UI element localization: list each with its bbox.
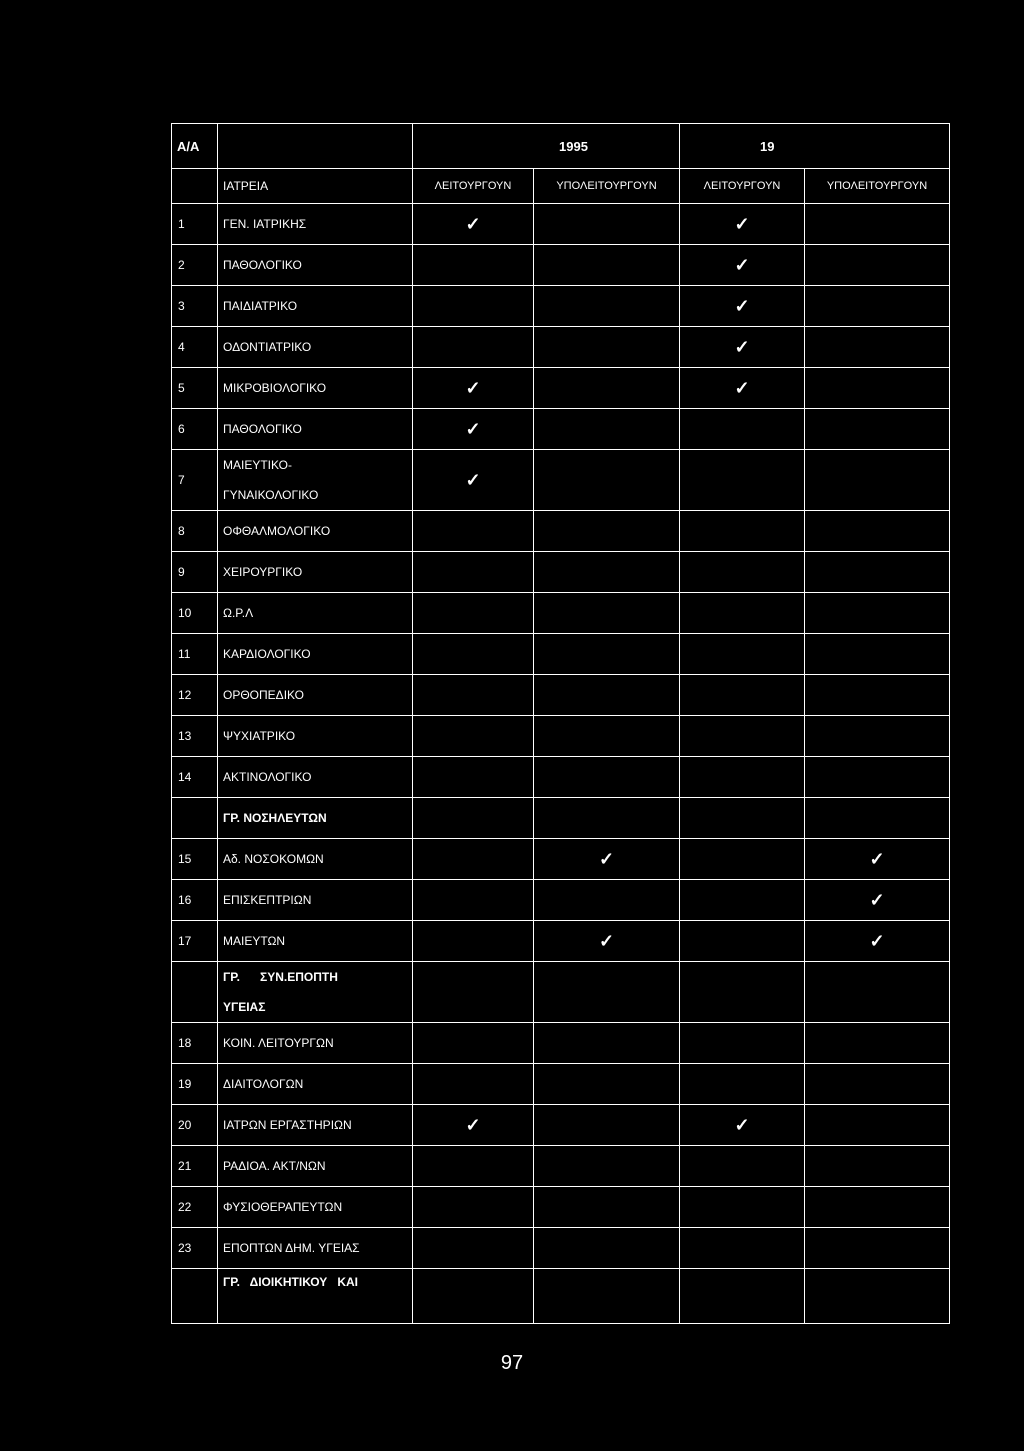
check-cell [413, 1228, 534, 1269]
check-cell [805, 245, 950, 286]
check-cell [534, 716, 680, 757]
check-cell [805, 450, 950, 511]
check-cell [805, 839, 950, 880]
check-mark-icon: ✓ [465, 377, 481, 398]
blank-header [218, 124, 413, 169]
check-cell [680, 921, 805, 962]
check-cell [534, 921, 680, 962]
row-number: 14 [172, 757, 218, 798]
check-mark-icon: ✓ [734, 254, 750, 275]
check-cell [805, 286, 950, 327]
check-cell [534, 634, 680, 675]
check-cell [534, 245, 680, 286]
row-label: ΟΡΘΟΠΕΔΙΚΟ [218, 675, 413, 716]
check-cell [534, 675, 680, 716]
check-mark-icon: ✓ [465, 418, 481, 439]
col-functioning-1995: ΛΕΙΤΟΥΡΓΟΥΝ [413, 169, 534, 204]
row-label: ΙΑΤΡΩΝ ΕΡΓΑΣΤΗΡΙΩΝ [218, 1105, 413, 1146]
check-cell [805, 511, 950, 552]
check-cell [534, 450, 680, 511]
check-mark-icon: ✓ [465, 213, 481, 234]
check-cell [805, 798, 950, 839]
section-title: ΓΡ. ΝΟΣΗΛΕΥΤΩΝ [218, 798, 413, 839]
row-number: 13 [172, 716, 218, 757]
table-row [172, 716, 950, 757]
row-label: ΠΑΘΟΛΟΓΙΚΟ [218, 409, 413, 450]
check-mark-icon: ✓ [869, 889, 885, 910]
table-row [172, 1064, 950, 1105]
check-cell [805, 1146, 950, 1187]
row-number: 20 [172, 1105, 218, 1146]
check-cell [680, 757, 805, 798]
check-mark-icon: ✓ [734, 295, 750, 316]
row-number: 23 [172, 1228, 218, 1269]
check-cell [413, 921, 534, 962]
row-label [218, 450, 413, 511]
check-cell [680, 1228, 805, 1269]
check-cell [413, 1064, 534, 1105]
check-cell [534, 839, 680, 880]
check-cell [413, 757, 534, 798]
check-cell [413, 716, 534, 757]
table-row [172, 552, 950, 593]
row-number: 7 [172, 450, 218, 511]
check-cell [805, 1187, 950, 1228]
check-cell [534, 1146, 680, 1187]
check-cell [413, 962, 534, 1023]
row-label: ΧΕΙΡΟΥΡΓΙΚΟ [218, 552, 413, 593]
check-cell [805, 552, 950, 593]
check-cell [413, 1146, 534, 1187]
check-cell [534, 1105, 680, 1146]
check-cell [534, 798, 680, 839]
row-number: 19 [172, 1064, 218, 1105]
row-number: 9 [172, 552, 218, 593]
row-number [172, 1269, 218, 1324]
section-row [172, 1269, 950, 1324]
check-cell [805, 757, 950, 798]
check-mark-icon: ✓ [465, 1114, 481, 1135]
aa-subheader [172, 169, 218, 204]
row-label: ΜΑΙΕΥΤΩΝ [218, 921, 413, 962]
check-cell [534, 368, 680, 409]
check-cell [680, 368, 805, 409]
check-cell [680, 962, 805, 1023]
section-row [172, 798, 950, 839]
table-row [172, 1228, 950, 1269]
aa-header: Α/Α [172, 124, 218, 169]
table-row [172, 880, 950, 921]
table-row [172, 593, 950, 634]
year-19-header: 19 [680, 124, 950, 169]
check-cell [805, 409, 950, 450]
check-cell [413, 675, 534, 716]
row-number: 2 [172, 245, 218, 286]
table-row [172, 409, 950, 450]
section-title: ΓΡ. ΔΙΟΙΚΗΤΙΚΟΥ ΚΑΙ [218, 1269, 413, 1324]
check-cell [680, 798, 805, 839]
year-1995-header: 1995 [413, 124, 680, 169]
check-cell [680, 1105, 805, 1146]
check-mark-icon: ✓ [869, 930, 885, 951]
row-number: 16 [172, 880, 218, 921]
check-cell [534, 1228, 680, 1269]
check-cell [413, 880, 534, 921]
col-underfunctioning-1995: ΥΠΟΛΕΙΤΟΥΡΓΟΥΝ [534, 169, 680, 204]
table-row [172, 1105, 950, 1146]
row-label-line-1: ΜΑΙΕΥΤΙΚΟ- [223, 458, 292, 472]
row-number: 12 [172, 675, 218, 716]
row-number: 6 [172, 409, 218, 450]
category-header: ΙΑΤΡΕΙΑ [218, 169, 413, 204]
check-cell [680, 1187, 805, 1228]
check-cell [805, 1228, 950, 1269]
row-number [172, 798, 218, 839]
row-number: 11 [172, 634, 218, 675]
table-row [172, 1146, 950, 1187]
row-number: 8 [172, 511, 218, 552]
check-cell [534, 552, 680, 593]
check-cell [680, 552, 805, 593]
row-label: ΟΦΘΑΛΜΟΛΟΓΙΚΟ [218, 511, 413, 552]
row-label: ΜΙΚΡΟΒΙΟΛΟΓΙΚΟ [218, 368, 413, 409]
row-label: ΡΑΔΙΟΑ. ΑΚΤ/ΝΩΝ [218, 1146, 413, 1187]
row-label: ΑΚΤΙΝΟΛΟΓΙΚΟ [218, 757, 413, 798]
check-cell [680, 1064, 805, 1105]
check-cell [534, 409, 680, 450]
check-cell [680, 286, 805, 327]
check-cell [805, 1105, 950, 1146]
check-cell [413, 593, 534, 634]
check-cell [805, 327, 950, 368]
check-cell [805, 204, 950, 245]
row-number [172, 962, 218, 1023]
header-row-columns [172, 169, 950, 204]
check-cell [805, 921, 950, 962]
row-number: 15 [172, 839, 218, 880]
check-cell [534, 204, 680, 245]
check-cell [534, 962, 680, 1023]
check-cell [680, 1269, 805, 1324]
row-label: ΚΑΡΔΙΟΛΟΓΙΚΟ [218, 634, 413, 675]
row-label: Αδ. ΝΟΣΟΚΟΜΩΝ [218, 839, 413, 880]
table-row [172, 757, 950, 798]
check-mark-icon: ✓ [734, 336, 750, 357]
row-number: 4 [172, 327, 218, 368]
check-cell [534, 286, 680, 327]
table-row [172, 204, 950, 245]
row-label: ΕΠΟΠΤΩΝ ΔΗΜ. ΥΓΕΙΑΣ [218, 1228, 413, 1269]
check-cell [680, 409, 805, 450]
row-label: ΦΥΣΙΟΘΕΡΑΠΕΥΤΩΝ [218, 1187, 413, 1228]
check-cell [534, 1269, 680, 1324]
table-row [172, 245, 950, 286]
table-row [172, 839, 950, 880]
check-cell [805, 675, 950, 716]
check-cell [413, 1023, 534, 1064]
check-cell [805, 716, 950, 757]
row-label: ΔΙΑΙΤΟΛΟΓΩΝ [218, 1064, 413, 1105]
check-cell [413, 368, 534, 409]
check-cell [534, 880, 680, 921]
check-mark-icon: ✓ [869, 848, 885, 869]
table-row [172, 634, 950, 675]
check-cell [680, 245, 805, 286]
check-cell [680, 1146, 805, 1187]
check-cell [413, 552, 534, 593]
row-number: 1 [172, 204, 218, 245]
check-cell [534, 1187, 680, 1228]
row-label: ΕΠΙΣΚΕΠΤΡΙΩΝ [218, 880, 413, 921]
check-cell [680, 450, 805, 511]
check-cell [413, 1269, 534, 1324]
row-number: 21 [172, 1146, 218, 1187]
check-mark-icon: ✓ [734, 377, 750, 398]
check-cell [805, 1269, 950, 1324]
clinics-table [171, 123, 950, 1324]
check-cell [413, 245, 534, 286]
check-cell [805, 962, 950, 1023]
check-cell [534, 1064, 680, 1105]
check-cell [805, 1023, 950, 1064]
section-title [218, 962, 413, 1023]
check-cell [413, 839, 534, 880]
section-title-line-2: ΥΓΕΙΑΣ [223, 1000, 266, 1014]
check-cell [534, 1023, 680, 1064]
check-cell [680, 839, 805, 880]
check-cell [413, 1105, 534, 1146]
row-number: 10 [172, 593, 218, 634]
check-cell [680, 880, 805, 921]
check-cell [805, 593, 950, 634]
row-number: 22 [172, 1187, 218, 1228]
row-label: ΟΔΟΝΤΙΑΤΡΙΚΟ [218, 327, 413, 368]
table-row [172, 1023, 950, 1064]
header-row-years [172, 124, 950, 169]
check-cell [680, 511, 805, 552]
table-row [172, 511, 950, 552]
check-mark-icon: ✓ [734, 1114, 750, 1135]
row-label: ΠΑΘΟΛΟΓΙΚΟ [218, 245, 413, 286]
check-cell [680, 204, 805, 245]
check-cell [534, 511, 680, 552]
check-cell [413, 798, 534, 839]
table-row [172, 1187, 950, 1228]
row-label: Ω.Ρ.Λ [218, 593, 413, 634]
row-label: ΠΑΙΔΙΑΤΡΙΚΟ [218, 286, 413, 327]
check-cell [680, 327, 805, 368]
table-sheet [171, 123, 949, 1318]
check-cell [413, 450, 534, 511]
table-row [172, 921, 950, 962]
check-cell [805, 1064, 950, 1105]
check-cell [680, 1023, 805, 1064]
check-cell [413, 409, 534, 450]
table-row [172, 327, 950, 368]
check-cell [534, 593, 680, 634]
check-cell [680, 593, 805, 634]
check-cell [534, 327, 680, 368]
check-cell [805, 634, 950, 675]
row-label: ΓΕΝ. ΙΑΤΡΙΚΗΣ [218, 204, 413, 245]
check-cell [413, 1187, 534, 1228]
col-functioning-19: ΛΕΙΤΟΥΡΓΟΥΝ [680, 169, 805, 204]
row-number: 17 [172, 921, 218, 962]
check-mark-icon: ✓ [734, 213, 750, 234]
check-mark-icon: ✓ [465, 469, 481, 490]
table-row [172, 675, 950, 716]
check-cell [534, 757, 680, 798]
col-underfunctioning-19: ΥΠΟΛΕΙΤΟΥΡΓΟΥΝ [805, 169, 950, 204]
row-label: ΚΟΙΝ. ΛΕΙΤΟΥΡΓΩΝ [218, 1023, 413, 1064]
table-row [172, 450, 950, 511]
table-row [172, 368, 950, 409]
row-number: 18 [172, 1023, 218, 1064]
page-number: 97 [500, 1352, 524, 1374]
check-cell [413, 511, 534, 552]
check-cell [680, 634, 805, 675]
check-mark-icon: ✓ [598, 848, 615, 869]
check-cell [413, 327, 534, 368]
check-cell [680, 716, 805, 757]
check-cell [805, 368, 950, 409]
row-label-line-2: ΓΥΝΑΙΚΟΛΟΓΙΚΟ [223, 488, 319, 502]
check-cell [413, 204, 534, 245]
row-label: ΨΥΧΙΑΤΡΙΚΟ [218, 716, 413, 757]
check-cell [413, 634, 534, 675]
section-title-line-1: ΓΡ. ΣΥΝ.ΕΠΟΠΤΗ [223, 970, 338, 984]
section-row [172, 962, 950, 1023]
row-number: 3 [172, 286, 218, 327]
check-mark-icon: ✓ [598, 930, 615, 951]
check-cell [413, 286, 534, 327]
row-number: 5 [172, 368, 218, 409]
check-cell [680, 675, 805, 716]
table-row [172, 286, 950, 327]
check-cell [805, 880, 950, 921]
